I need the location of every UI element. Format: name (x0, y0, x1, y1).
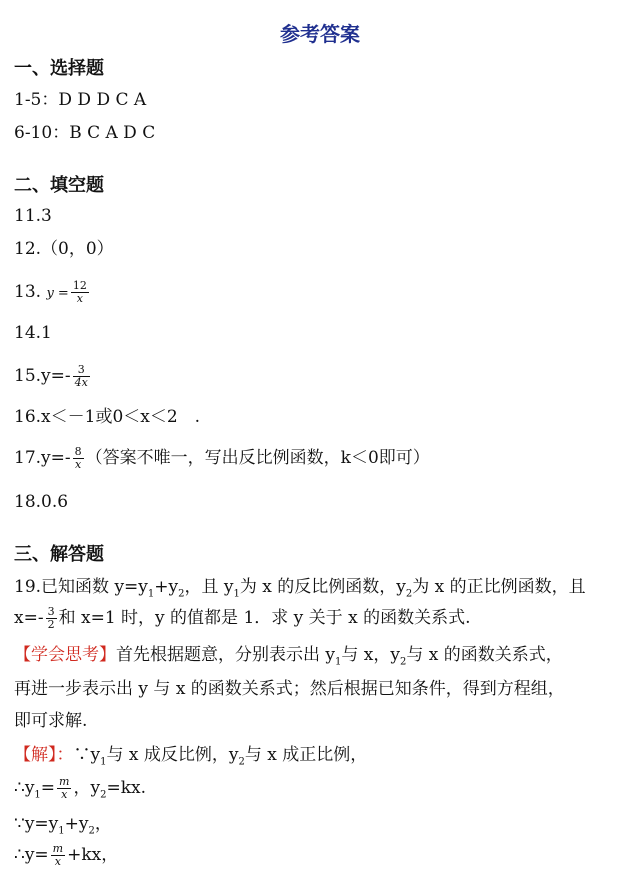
fraction-numerator: 8 (74, 445, 82, 458)
answer-12: 12.（0，0） (14, 239, 114, 259)
text-run: 与 x 的函数关系式， (406, 645, 563, 665)
subscript: 2 (178, 588, 185, 600)
answer-17-lhs: y=- (41, 448, 71, 468)
subscript: 1 (58, 825, 65, 837)
text-run: x=- (14, 608, 44, 628)
answer-18: 18.0.6 (14, 492, 69, 512)
subscript: 1 (34, 789, 41, 801)
text-run: +y (154, 577, 179, 597)
think-tag: 【学会思考】 (14, 645, 116, 665)
subscript: 2 (400, 656, 407, 668)
fraction-numerator: 3 (47, 605, 55, 618)
text-run: 和 x=1 时，y 的值都是 1．求 y 关于 x 的函数关系式. (58, 608, 471, 628)
answer-15 (14, 364, 92, 389)
fraction-denominator: x (61, 788, 68, 801)
subscript: 1 (147, 588, 155, 600)
answer-15-label: 15. (14, 366, 42, 386)
text-run: 为 x 的正比例函数，且 (412, 577, 586, 597)
answer-row-1-5: 1-5：D D D C A (14, 90, 147, 110)
answer-13-lhs: y = (46, 286, 69, 301)
text-run: ∵y=y (14, 814, 59, 834)
answer-13 (14, 280, 91, 306)
question-19-line-1 (14, 575, 586, 606)
page-title: 参考答案 (280, 22, 360, 46)
think-line-2: 再进一步表示出 y 与 x 的函数关系式；然后根据已知条件，得到方程组， (14, 679, 565, 699)
answer-16: 16.x＜－1或0＜x＜2 . (14, 407, 201, 427)
fraction-denominator: 2 (47, 618, 55, 631)
answer-17-label: 17. (14, 448, 42, 468)
text-run: =kx. (106, 778, 147, 798)
fraction (46, 606, 57, 631)
solution-line-3 (14, 812, 112, 843)
subscript: 1 (100, 756, 107, 768)
text-run: 与 x，y (341, 645, 400, 665)
answer-13-label: 13. (14, 282, 42, 302)
text-run: ，y (73, 778, 101, 798)
fraction (73, 364, 90, 389)
text-run: = (40, 778, 56, 798)
text-run: 为 x 的反比例函数，y (239, 577, 406, 597)
question-19-line-2 (14, 606, 470, 631)
answer-17-note: （答案不唯一，写出反比例函数，k＜0即可） (85, 448, 430, 468)
fraction (57, 776, 71, 801)
answer-14: 14.1 (14, 323, 52, 343)
answer-15-lhs: y=- (41, 366, 71, 386)
text-run: 19.已知函数 y=y (14, 577, 148, 597)
subscript: 1 (335, 656, 342, 668)
fraction-denominator: x (75, 458, 82, 471)
section-heading-fill: 二、填空题 (14, 175, 104, 196)
subscript: 2 (238, 756, 245, 768)
text-run: ∵y (73, 745, 101, 765)
think-line-1 (14, 643, 563, 674)
section-heading-choice: 一、选择题 (14, 58, 104, 79)
fraction-denominator: 4x (74, 376, 88, 389)
answer-row-6-10: 6-10：B C A D C (14, 123, 156, 143)
text-run: 与 x 成正比例， (244, 745, 368, 765)
solution-line-4 (14, 843, 118, 868)
fraction (71, 280, 89, 305)
think-line-3: 即可求解. (14, 711, 88, 731)
solution-tag: 【解】： (14, 745, 74, 765)
fraction-numerator: m (52, 842, 64, 855)
fraction-denominator: x (76, 292, 83, 305)
section-heading-solve: 三、解答题 (14, 544, 104, 565)
subscript: 2 (405, 588, 413, 600)
text-run: ∴y= (14, 845, 49, 865)
answer-11: 11.3 (14, 206, 52, 226)
fraction (51, 843, 65, 868)
text-run: 首先根据题意，分别表示出 y (116, 645, 336, 665)
subscript: 1 (233, 588, 240, 600)
text-run: ∴y (14, 778, 35, 798)
text-run: +kx， (67, 845, 119, 865)
fraction-numerator: 12 (72, 279, 87, 292)
fraction-numerator: 3 (73, 364, 90, 377)
text-run: +y (64, 814, 89, 834)
subscript: 2 (100, 789, 107, 801)
text-run: 与 x 成反比例，y (106, 745, 239, 765)
subscript: 2 (88, 825, 95, 837)
text-run: ， (94, 814, 112, 834)
answer-17 (14, 446, 430, 471)
solution-line-1 (14, 743, 367, 774)
fraction-denominator: x (54, 855, 61, 868)
fraction-numerator: m (59, 775, 70, 788)
text-run: ，且 y (184, 577, 234, 597)
fraction (73, 446, 84, 471)
solution-line-2 (14, 776, 146, 807)
